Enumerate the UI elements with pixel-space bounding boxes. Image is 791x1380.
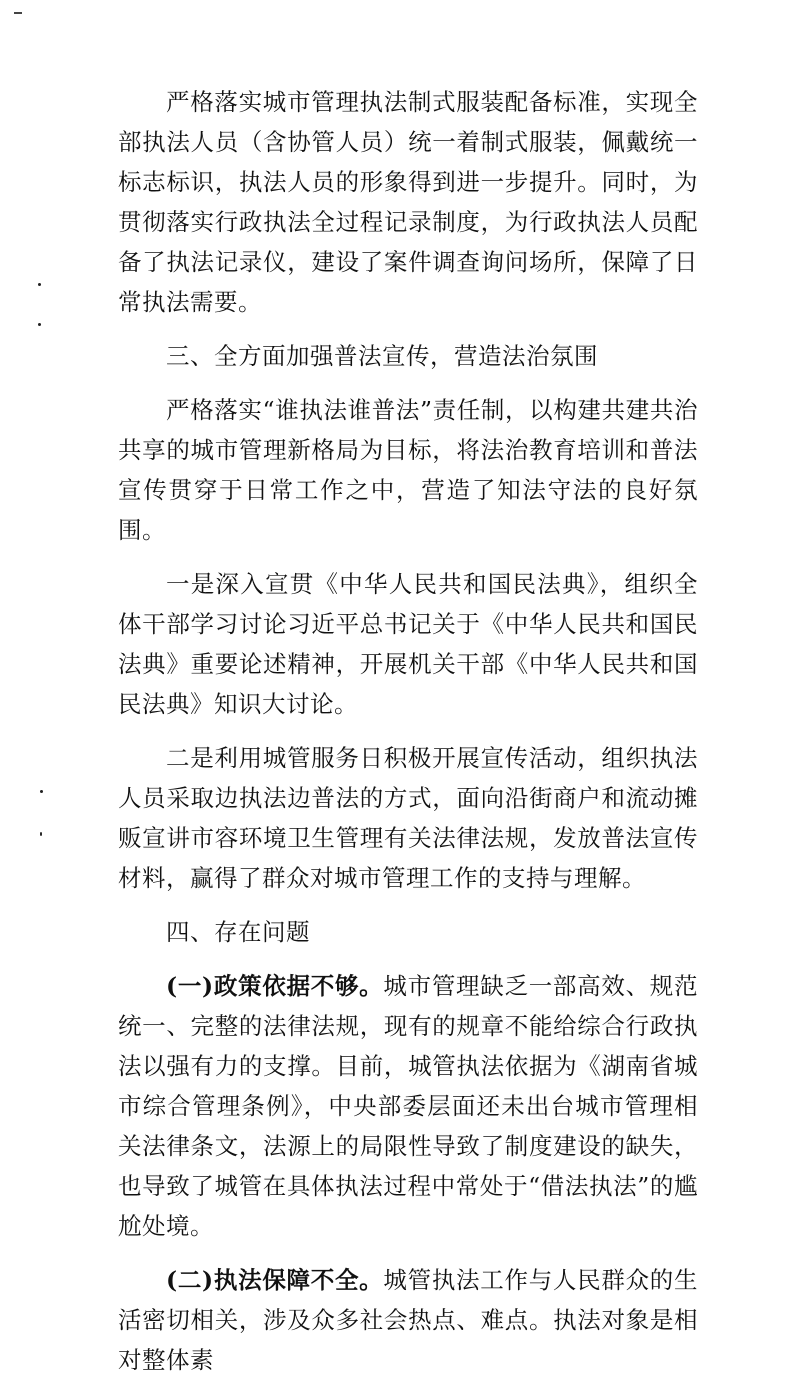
- paragraph-text: 城管执法工作与人民群众的生活密切相关，涉及众多社会热点、难点。执法对象是相对整体素: [118, 1266, 698, 1374]
- paragraph-text: 城市管理缺乏一部高效、规范统一、完整的法律法规，现有的规章不能给综合行政执法以强有力的支撑。目前，城管执法依据为《湖南省城市综合管理条例》，中央部委层面还未出台城市管理相关法律条文，法源上的局限性导致了制度建设的缺失，也导致了城管在具体执法过程中常处于“借法执法”的尴尬处境。: [118, 972, 698, 1240]
- scan-dot: [38, 283, 41, 286]
- section-heading: 三、全方面加强普法宣传，营造法治氛围: [166, 342, 598, 370]
- scan-dot: [38, 323, 41, 326]
- section-heading: 四、存在问题: [166, 918, 310, 946]
- paragraph: 严格落实城市管理执法制式服装配备标准，实现全部执法人员（含协管人员）统一着制式服装，佩戴统一标志标识，执法人员的形象得到进一步提升。同时，为贯彻落实行政执法全过程记录制度，为行政执法人员配备了执法记录仪，建设了案件调查询问场所，保障了日常执法需要。: [118, 88, 698, 316]
- paragraph-lead: (一)政策依据不够。: [166, 972, 384, 1000]
- document-body: [118, 82, 698, 1380]
- paragraph: 严格落实“谁执法谁普法”责任制，以构建共建共治共享的城市管理新格局为目标，将法治教育培训和普法宣传贯穿于日常工作之中，营造了知法守法的良好氛围。: [118, 396, 698, 544]
- paragraph: [118, 1260, 698, 1380]
- paragraph: 二是利用城管服务日积极开展宣传活动，组织执法人员采取边执法边普法的方式，面向沿街商户和流动摊贩宣讲市容环境卫生管理有关法律法规，发放普法宣传材料，赢得了群众对城市管理工作的支持与理解。: [118, 744, 698, 892]
- scan-dot: [40, 832, 42, 836]
- paragraph: 一是深入宣贯《中华人民共和国民法典》，组织全体干部学习讨论习近平总书记关于《中华人民共和国民法典》重要论述精神，开展机关干部《中华人民共和国民法典》知识大讨论。: [118, 570, 698, 718]
- scan-dot: [40, 790, 43, 793]
- scan-mark: [14, 12, 22, 14]
- paragraph-lead: (二)执法保障不全。: [166, 1266, 384, 1294]
- paragraph: [118, 966, 698, 1246]
